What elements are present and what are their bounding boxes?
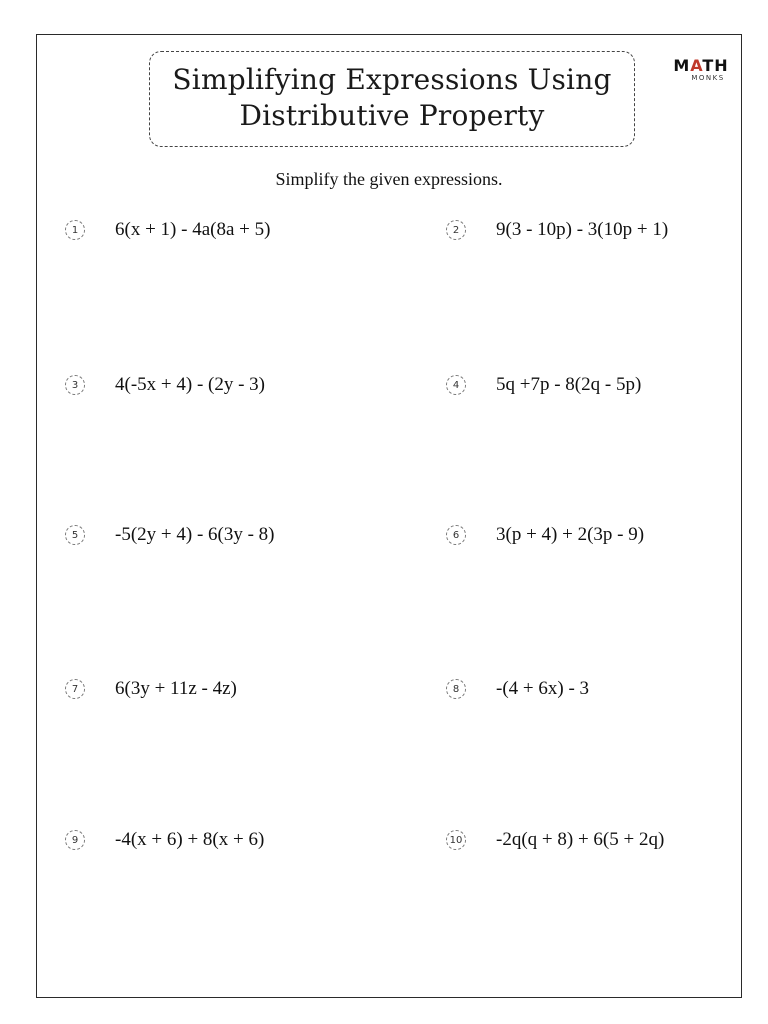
problem-number-badge: 8 xyxy=(446,679,466,699)
logo-a: A xyxy=(690,56,703,75)
problem-expression: 6(x + 1) - 4a(8a + 5) xyxy=(115,219,271,240)
problem-3 xyxy=(65,371,265,399)
problem-expression: -(4 + 6x) - 3 xyxy=(496,678,590,699)
problem-6 xyxy=(446,521,644,549)
worksheet-page xyxy=(36,34,742,998)
title-line-2: Distributive Property xyxy=(239,99,545,132)
problem-1 xyxy=(65,216,270,244)
title-line-1: Simplifying Expressions Using xyxy=(172,63,612,96)
problem-expression: 9(3 - 10p) - 3(10p + 1) xyxy=(496,219,669,240)
problem-expression: -4(x + 6) + 8(x + 6) xyxy=(115,829,265,850)
problem-expression: 5q +7p - 8(2q - 5p) xyxy=(496,374,642,395)
logo-m: M xyxy=(673,56,691,75)
logo-th: TH xyxy=(702,56,729,75)
problem-expression: 3(p + 4) + 2(3p - 9) xyxy=(496,524,645,545)
problem-number-badge: 2 xyxy=(446,220,466,240)
problem-10 xyxy=(446,826,664,854)
problem-expression: -2q(q + 8) + 6(5 + 2q) xyxy=(496,829,665,850)
problem-number-badge: 7 xyxy=(65,679,85,699)
problem-number-badge: 5 xyxy=(65,525,85,545)
problem-4 xyxy=(446,371,641,399)
problem-8 xyxy=(446,675,589,703)
problem-9 xyxy=(65,826,264,854)
problem-number-badge: 1 xyxy=(65,220,85,240)
problem-expression: -5(2y + 4) - 6(3y - 8) xyxy=(115,524,275,545)
logo-wordmark xyxy=(669,57,733,75)
problem-number-badge: 9 xyxy=(65,830,85,850)
problem-number-badge: 3 xyxy=(65,375,85,395)
problem-expression: 6(3y + 11z - 4z) xyxy=(115,678,237,699)
math-monks-logo xyxy=(669,57,733,82)
problem-number-badge: 6 xyxy=(446,525,466,545)
problem-expression: 4(-5x + 4) - (2y - 3) xyxy=(115,374,266,395)
problem-2 xyxy=(446,216,668,244)
problem-number-badge: 10 xyxy=(446,830,466,850)
instructions: Simplify the given expressions. xyxy=(275,169,503,189)
title-box xyxy=(149,51,635,147)
problem-number-badge: 4 xyxy=(446,375,466,395)
problem-5 xyxy=(65,521,275,549)
problem-7 xyxy=(65,675,237,703)
logo-subtext: MONKS xyxy=(691,74,725,82)
